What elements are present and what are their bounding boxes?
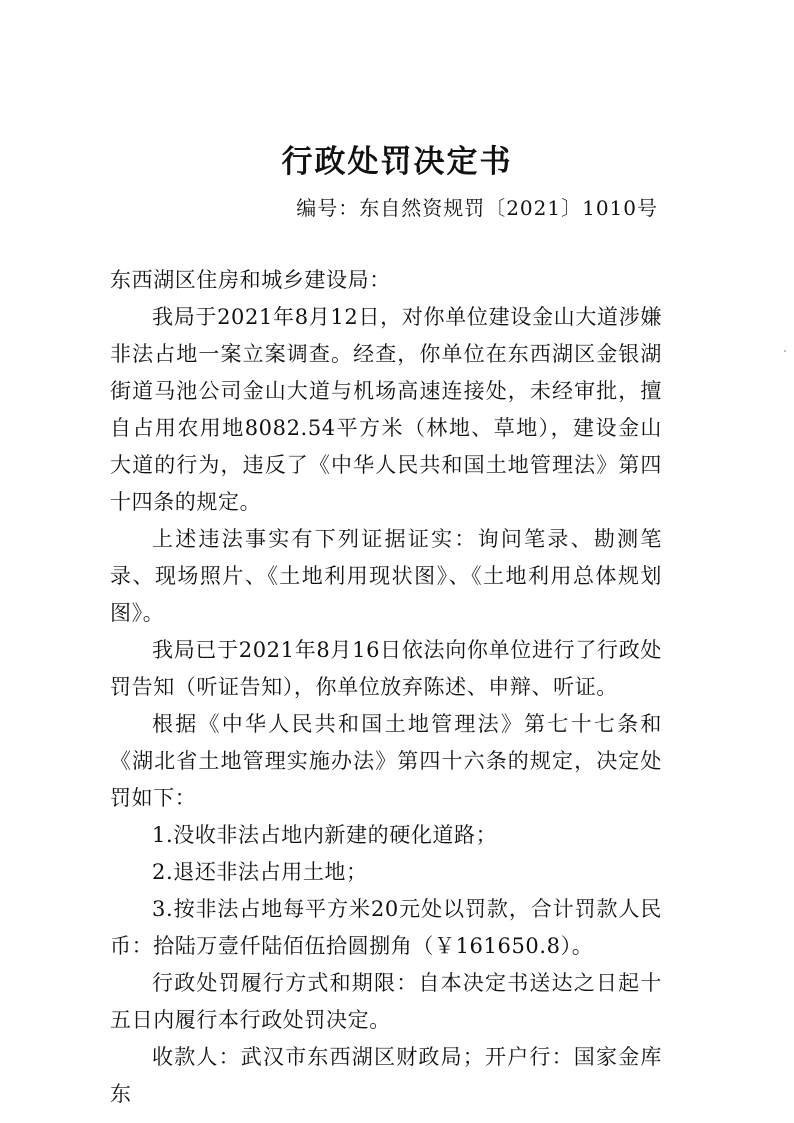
- document-title: 行政处罚决定书: [281, 144, 513, 180]
- paragraph-evidence: 上述违法事实有下列证据证实：询问笔录、勘测笔录、现场照片、《土地利用现状图》、《土地利用总体规划图》。: [110, 527, 662, 625]
- paragraph-notification: 我局已于2021年8月16日依法向你单位进行了行政处罚告知（听证告知），你单位放弃陈述、申辩、听证。: [110, 638, 662, 699]
- scan-speck: [784, 350, 786, 352]
- paragraph-payment-deadline: 行政处罚履行方式和期限：自本决定书送达之日起十五日内履行本行政处罚决定。: [110, 971, 662, 1032]
- paragraph-payee: 收款人：武汉市东西湖区财政局；开户行：国家金库东: [110, 1045, 662, 1106]
- addressee: 东西湖区住房和城乡建设局：: [110, 268, 391, 292]
- penalty-item-2: 2.退还非法占用土地；: [152, 860, 368, 884]
- paragraph-legal-basis: 根据《中华人民共和国土地管理法》第七十七条和《湖北省土地管理实施办法》第四十六条的规定，决定处罚如下：: [110, 712, 662, 810]
- document-body: [110, 262, 662, 1113]
- paragraph-case-facts: 我局于2021年8月12日，对你单位建设金山大道涉嫌非法占地一案立案调查。经查，你单位在东西湖区金银湖街道马池公司金山大道与机场高速连接处，未经审批，擅自占用农用地8082.54平方米（林地、草地），建设金山大道的行为，违反了《中华人民共和国土地管理法》第四十四条的规定。: [110, 305, 662, 514]
- penalty-item-3: 3.按非法占地每平方米20元处以罚款，合计罚款人民币：拾陆万壹仟陆佰伍拾圆捌角（￥161650.8）。: [110, 897, 662, 958]
- document-number: 编号：东自然资规罚〔2021〕1010号: [296, 196, 658, 220]
- penalty-item-1: 1.没收非法占地内新建的硬化道路；: [152, 823, 498, 847]
